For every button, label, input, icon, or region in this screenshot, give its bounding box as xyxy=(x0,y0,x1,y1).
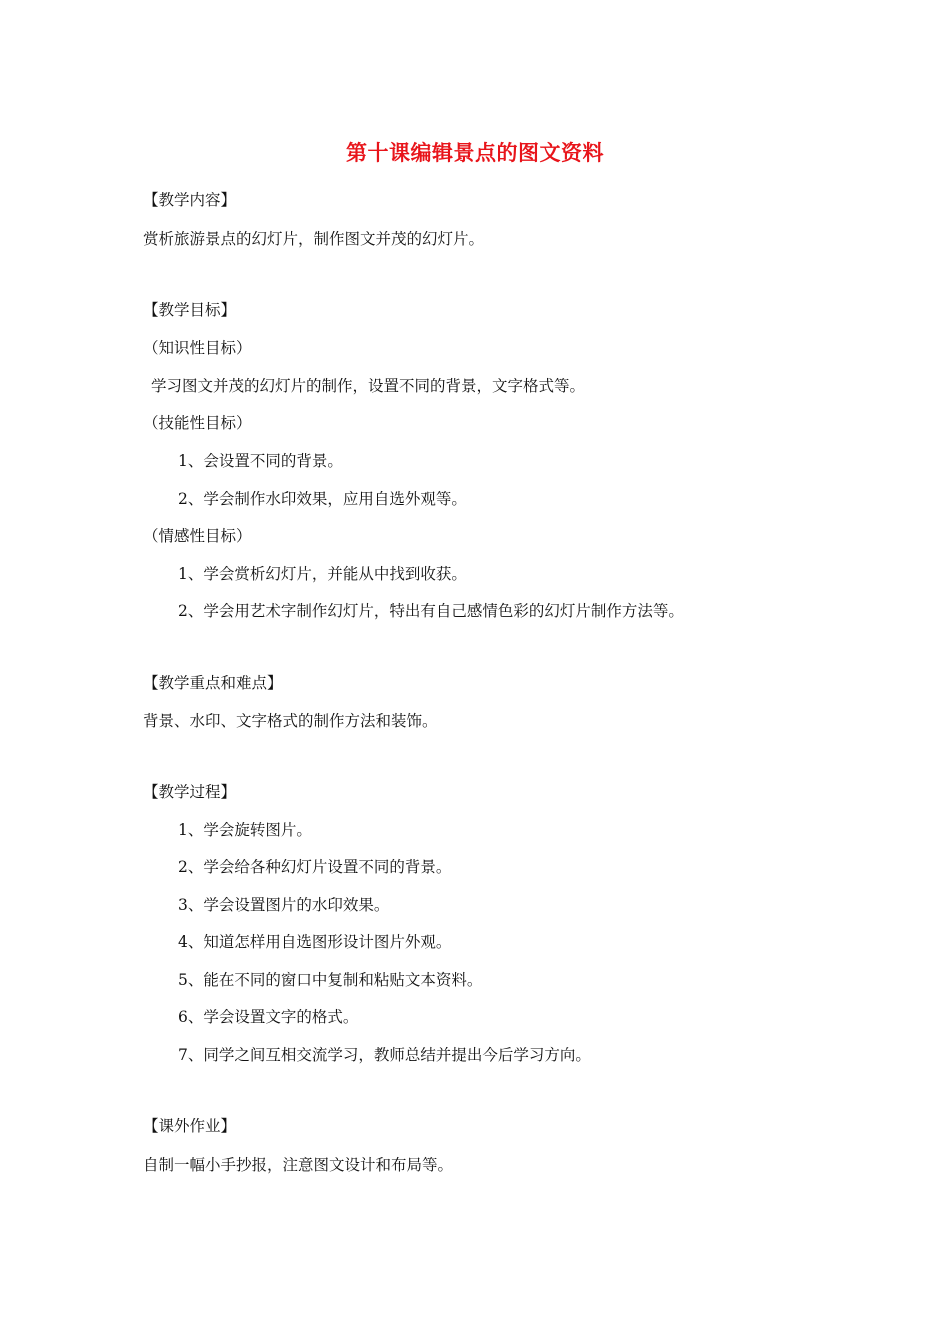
skill-goal-item: 1、会设置不同的背景。 xyxy=(178,452,343,470)
process-item: 5、能在不同的窗口中复制和粘贴文本资料。 xyxy=(178,971,483,989)
emotion-goal-item: 1、学会赏析幻灯片，并能从中找到收获。 xyxy=(178,565,467,583)
page-title: 第十课编辑景点的图文资料 xyxy=(346,140,604,165)
emotion-goal-label: （情感性目标） xyxy=(143,527,252,545)
content-text: 赏析旅游景点的幻灯片，制作图文并茂的幻灯片。 xyxy=(143,230,485,248)
process-item: 1、学会旋转图片。 xyxy=(178,821,312,839)
process-item: 7、同学之间互相交流学习，教师总结并提出今后学习方向。 xyxy=(178,1046,591,1064)
process-item: 2、学会给各种幻灯片设置不同的背景。 xyxy=(178,858,452,876)
process-item: 3、学会设置图片的水印效果。 xyxy=(178,896,390,914)
section-heading-content: 【教学内容】 xyxy=(143,191,237,209)
section-heading-goals: 【教学目标】 xyxy=(143,301,237,319)
section-heading-key-points: 【教学重点和难点】 xyxy=(143,674,283,692)
process-item: 4、知道怎样用自选图形设计图片外观。 xyxy=(178,933,452,951)
skill-goal-label: （技能性目标） xyxy=(143,414,252,432)
homework-text: 自制一幅小手抄报，注意图文设计和布局等。 xyxy=(143,1156,454,1174)
emotion-goal-item: 2、学会用艺术字制作幻灯片，特出有自己感情色彩的幻灯片制作方法等。 xyxy=(178,602,684,620)
section-heading-homework: 【课外作业】 xyxy=(143,1117,237,1135)
key-points-text: 背景、水印、文字格式的制作方法和装饰。 xyxy=(143,712,438,730)
process-item: 6、学会设置文字的格式。 xyxy=(178,1008,359,1026)
section-heading-process: 【教学过程】 xyxy=(143,783,237,801)
knowledge-goal-label: （知识性目标） xyxy=(143,339,252,357)
knowledge-goal-text: 学习图文并茂的幻灯片的制作，设置不同的背景，文字格式等。 xyxy=(151,377,586,395)
skill-goal-item: 2、学会制作水印效果，应用自选外观等。 xyxy=(178,490,467,508)
